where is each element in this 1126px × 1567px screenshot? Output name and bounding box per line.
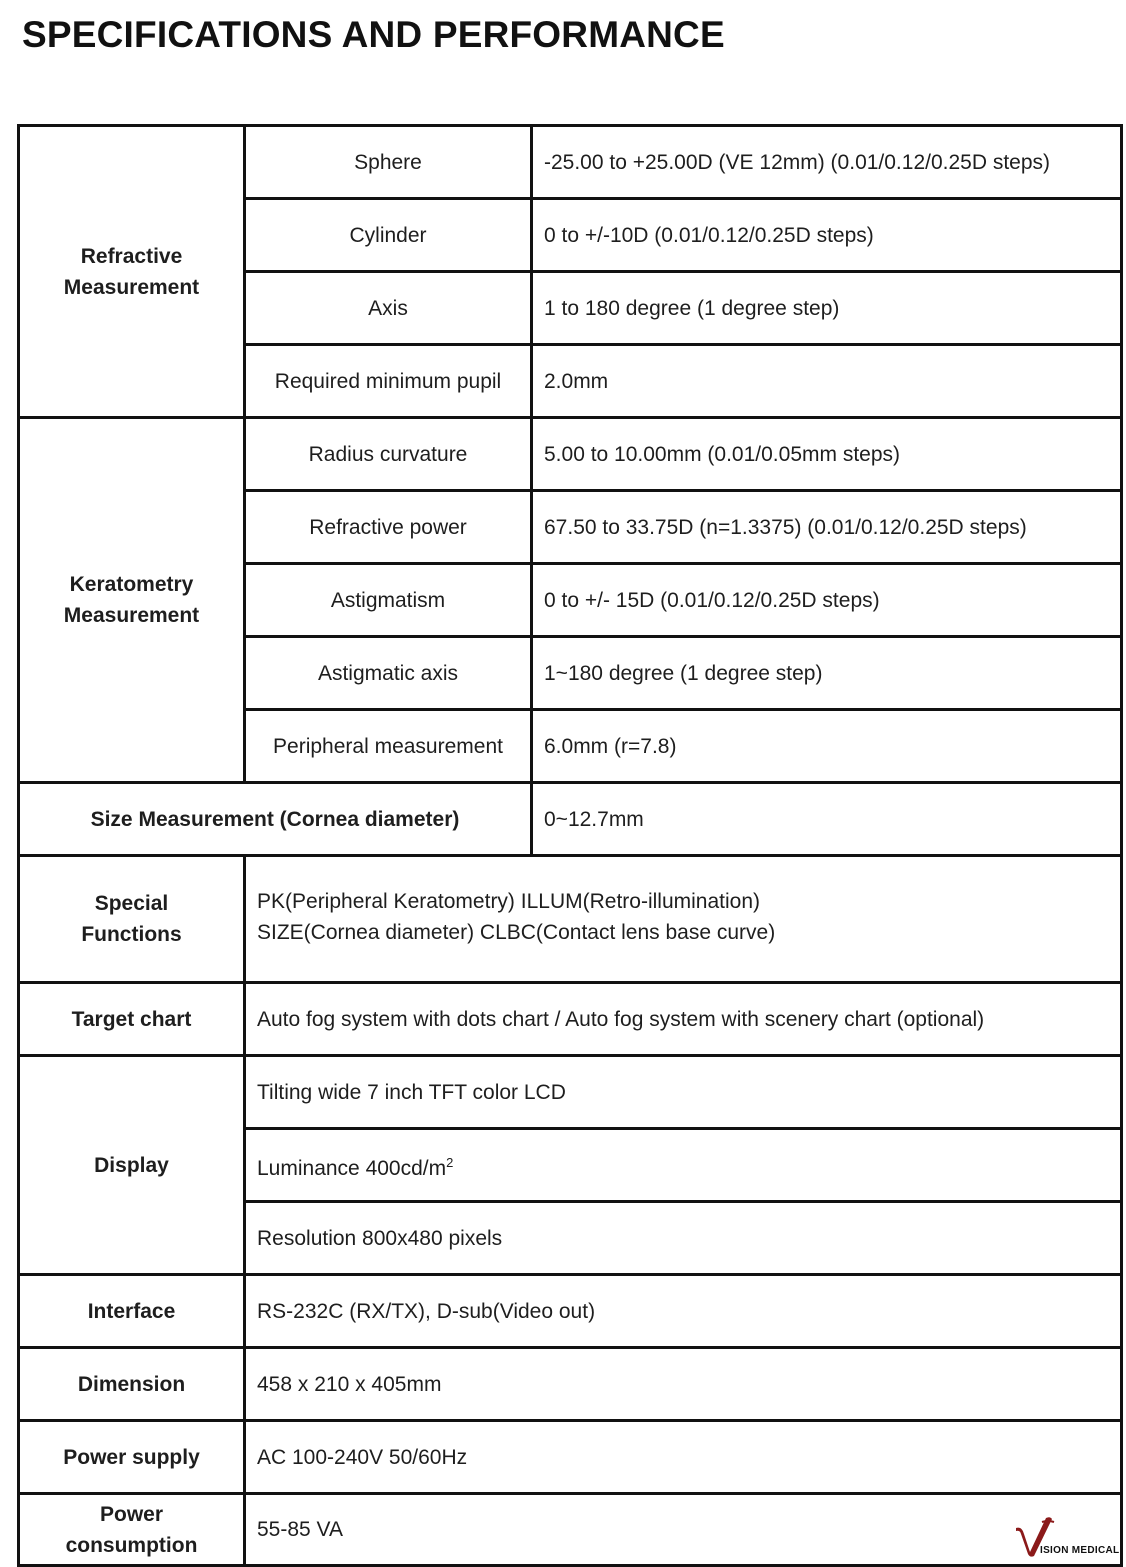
- spec-value-display-lcd: Tilting wide 7 inch TFT color LCD: [245, 1056, 1122, 1129]
- category-label: Measurement: [63, 604, 200, 627]
- spec-value-sphere: -25.00 to +25.00D (VE 12mm) (0.01/0.12/0.25D steps): [532, 126, 1122, 199]
- category-interface: Interface: [19, 1275, 245, 1348]
- specifications-table: [17, 124, 1123, 1567]
- category-label: Refractive: [80, 244, 183, 268]
- category-label: Keratometry: [69, 573, 194, 596]
- category-label: Special: [94, 892, 169, 915]
- watermark-text: ISION MEDICAL: [1040, 1545, 1120, 1556]
- category-power-supply: Power supply: [19, 1421, 245, 1494]
- vision-medical-logo: [1012, 1514, 1122, 1558]
- spec-name-radius-curvature: Radius curvature: [245, 418, 532, 491]
- table-row: [19, 1494, 1122, 1566]
- spec-name-astigmatic-axis: Astigmatic axis: [245, 637, 532, 710]
- spec-value-cylinder: 0 to +/-10D (0.01/0.12/0.25D steps): [532, 199, 1122, 272]
- category-keratometry-measurement: [19, 418, 245, 783]
- category-power-consumption: [19, 1494, 245, 1566]
- spec-value-display-resolution: Resolution 800x480 pixels: [245, 1202, 1122, 1275]
- table-row: [19, 1421, 1122, 1494]
- table-row: [19, 1275, 1122, 1348]
- spec-value-radius-curvature: 5.00 to 10.00mm (0.01/0.05mm steps): [532, 418, 1122, 491]
- spec-name-sphere: Sphere: [245, 126, 532, 199]
- spec-value-minimum-pupil: 2.0mm: [532, 345, 1122, 418]
- spec-name-axis: Axis: [245, 272, 532, 345]
- spec-value-size: 0~12.7mm: [532, 783, 1122, 856]
- spec-value-refractive-power: 67.50 to 33.75D (n=1.3375) (0.01/0.12/0.25D steps): [532, 491, 1122, 564]
- table-row: [19, 783, 1122, 856]
- spec-value-power-consumption: 55-85 VA: [245, 1494, 1122, 1566]
- special-functions-line: SIZE(Cornea diameter) CLBC(Contact lens base curve): [257, 921, 776, 944]
- category-label: Functions: [81, 923, 182, 946]
- category-label: consumption: [65, 1533, 198, 1557]
- spec-value-astigmatic-axis: 1~180 degree (1 degree step): [532, 637, 1122, 710]
- category-size-measurement: Size Measurement (Cornea diameter): [19, 783, 532, 856]
- table-row: [19, 1056, 1122, 1129]
- spec-name-minimum-pupil: Required minimum pupil: [245, 345, 532, 418]
- spec-name-peripheral-measurement: Peripheral measurement: [245, 710, 532, 783]
- spec-value-interface: RS-232C (RX/TX), D-sub(Video out): [245, 1275, 1122, 1348]
- category-display: Display: [19, 1056, 245, 1275]
- spec-value-peripheral-measurement: 6.0mm (r=7.8): [532, 710, 1122, 783]
- spec-name-astigmatism: Astigmatism: [245, 564, 532, 637]
- category-label: Power: [99, 1502, 164, 1526]
- table-row: [19, 856, 1122, 983]
- category-dimension: Dimension: [19, 1348, 245, 1421]
- page-title: SPECIFICATIONS AND PERFORMANCE: [22, 14, 725, 55]
- table-row: [19, 1348, 1122, 1421]
- spec-value-target-chart: Auto fog system with dots chart / Auto fog system with scenery chart (optional): [245, 983, 1122, 1056]
- spec-name-refractive-power: Refractive power: [245, 491, 532, 564]
- spec-value-axis: 1 to 180 degree (1 degree step): [532, 272, 1122, 345]
- table-row: [19, 418, 1122, 491]
- spec-value-power-supply: AC 100-240V 50/60Hz: [245, 1421, 1122, 1494]
- spec-value-astigmatism: 0 to +/- 15D (0.01/0.12/0.25D steps): [532, 564, 1122, 637]
- category-special-functions: [19, 856, 245, 983]
- spec-value-display-luminance: [245, 1129, 1122, 1202]
- special-functions-line: PK(Peripheral Keratometry) ILLUM(Retro-illumination): [257, 890, 760, 913]
- spec-value-special-functions: [245, 856, 1122, 983]
- luminance-text: Luminance 400cd/m: [257, 1156, 447, 1180]
- spec-name-cylinder: Cylinder: [245, 199, 532, 272]
- table-row: [19, 126, 1122, 199]
- category-label: Measurement: [63, 275, 200, 299]
- category-refractive-measurement: [19, 126, 245, 418]
- table-row: [19, 983, 1122, 1056]
- spec-value-dimension: 458 x 210 x 405mm: [245, 1348, 1122, 1421]
- luminance-superscript: 2: [446, 1154, 454, 1170]
- category-target-chart: Target chart: [19, 983, 245, 1056]
